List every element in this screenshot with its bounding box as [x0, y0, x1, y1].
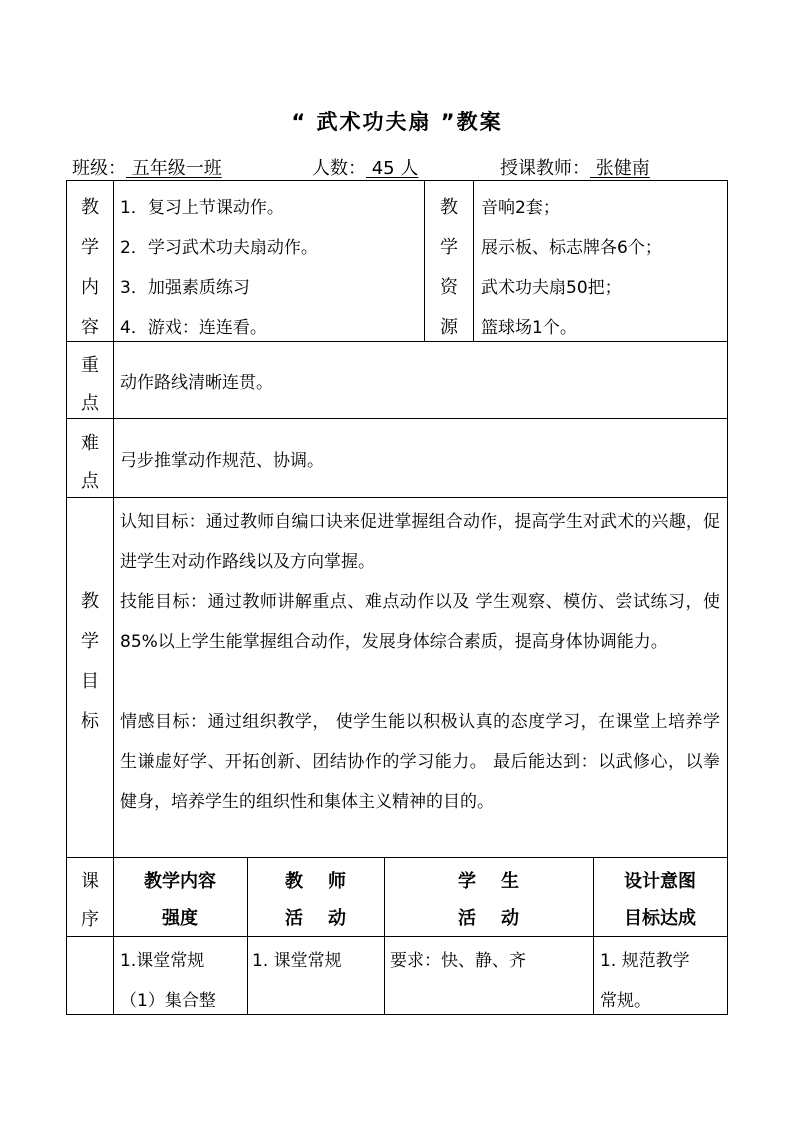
- teacher-label: 授课教师：: [500, 158, 590, 179]
- content-item: 1．复习上节课动作。: [120, 198, 284, 218]
- lesson-title: “ 武术功夫扇 ”教案: [291, 110, 503, 134]
- row1-student: 要求：快、静、齐: [390, 951, 526, 971]
- row-border: [66, 418, 728, 419]
- resource-item: 篮球场1个。: [481, 318, 577, 338]
- resource-item: 展示板、标志牌各6个；: [481, 238, 662, 258]
- student-activity-header: 活 动: [457, 908, 520, 929]
- content-label-char: 容: [81, 317, 99, 338]
- content-header: 教学内容: [144, 871, 216, 892]
- content-label-char: 内: [81, 277, 99, 298]
- difficulty-label-char: 点: [81, 471, 99, 492]
- content-item: 2．学习武术功夫扇动作。: [120, 238, 318, 258]
- teacher-value: 张健南: [590, 158, 650, 179]
- content-label-char: 教: [81, 197, 99, 218]
- teacher-activity-header: 活 动: [284, 908, 347, 929]
- resources-label-char: 学: [440, 237, 458, 258]
- focus-label-char: 重: [81, 355, 99, 376]
- design-header: 设计意图: [624, 871, 696, 892]
- difficulty-label-char: 难: [81, 433, 99, 454]
- resources-label-char: 教: [440, 197, 458, 218]
- row1-design: 1. 规范教学: [600, 951, 690, 971]
- row1-content: 1.课堂常规: [120, 951, 205, 971]
- count-label: 人数：: [312, 158, 366, 179]
- class-label: 班级：: [72, 158, 126, 179]
- row-border: [66, 497, 728, 498]
- goals-label-char: 教: [81, 591, 99, 612]
- skill-goal: 技能目标：通过教师讲解重点、难点动作以及 学生观察、模仿、尝试练习，使85%以上学生能掌握组合动作，发展身体综合素质，提高身体协调能力。: [120, 592, 720, 652]
- student-header: 学 生: [457, 871, 520, 892]
- difficulty-text: 弓步推掌动作规范、协调。: [120, 451, 324, 471]
- resource-item: 音响2套；: [481, 198, 560, 218]
- order-header-char: 课: [81, 871, 99, 892]
- goals-label-char: 学: [81, 631, 99, 652]
- emotional-goal: 情感目标：通过组织教学， 使学生能以积极认真的态度学习，在课堂上培养学生谦虚好学、开拓创新、团结协作的学习能力。 最后能达到：以武修心，以拳健身，培养学生的组织性和集体主义精神的目的。: [120, 712, 720, 812]
- row-border: [66, 180, 728, 181]
- cognitive-goal: 认知目标：通过教师自编口诀来促进掌握组合动作，提高学生对武术的兴趣，促进学生对动作路线以及方向掌握。: [120, 512, 720, 572]
- row1-teacher: 1. 课堂常规: [252, 951, 342, 971]
- content-item: 4．游戏：连连看。: [120, 318, 267, 338]
- resource-item: 武术功夫扇50把；: [481, 278, 622, 298]
- goals-label-char: 目: [81, 671, 99, 692]
- content-item: 3．加强素质练习: [120, 278, 250, 298]
- focus-text: 动作路线清晰连贯。: [120, 373, 273, 393]
- goal-header: 目标达成: [624, 908, 696, 929]
- class-info: [72, 154, 222, 180]
- teacher-info: [500, 154, 650, 180]
- row-border: [66, 857, 728, 858]
- row1-content: （1）集合整: [120, 991, 216, 1011]
- resources-label-char: 源: [440, 317, 458, 338]
- content-label-char: 学: [81, 237, 99, 258]
- resources-label-char: 资: [440, 277, 458, 298]
- count-value: 45 人: [366, 158, 419, 179]
- focus-label-char: 点: [81, 393, 99, 414]
- order-header-char: 序: [81, 909, 99, 930]
- intensity-header: 强度: [162, 908, 198, 929]
- goals-label-char: 标: [81, 711, 99, 732]
- col-border: [473, 180, 474, 341]
- row1-design: 常规。: [600, 991, 651, 1011]
- col-border: [727, 180, 728, 1015]
- class-value: 五年级一班: [126, 158, 222, 179]
- teacher-header: 教 师: [284, 871, 347, 892]
- student-count-info: [312, 154, 418, 180]
